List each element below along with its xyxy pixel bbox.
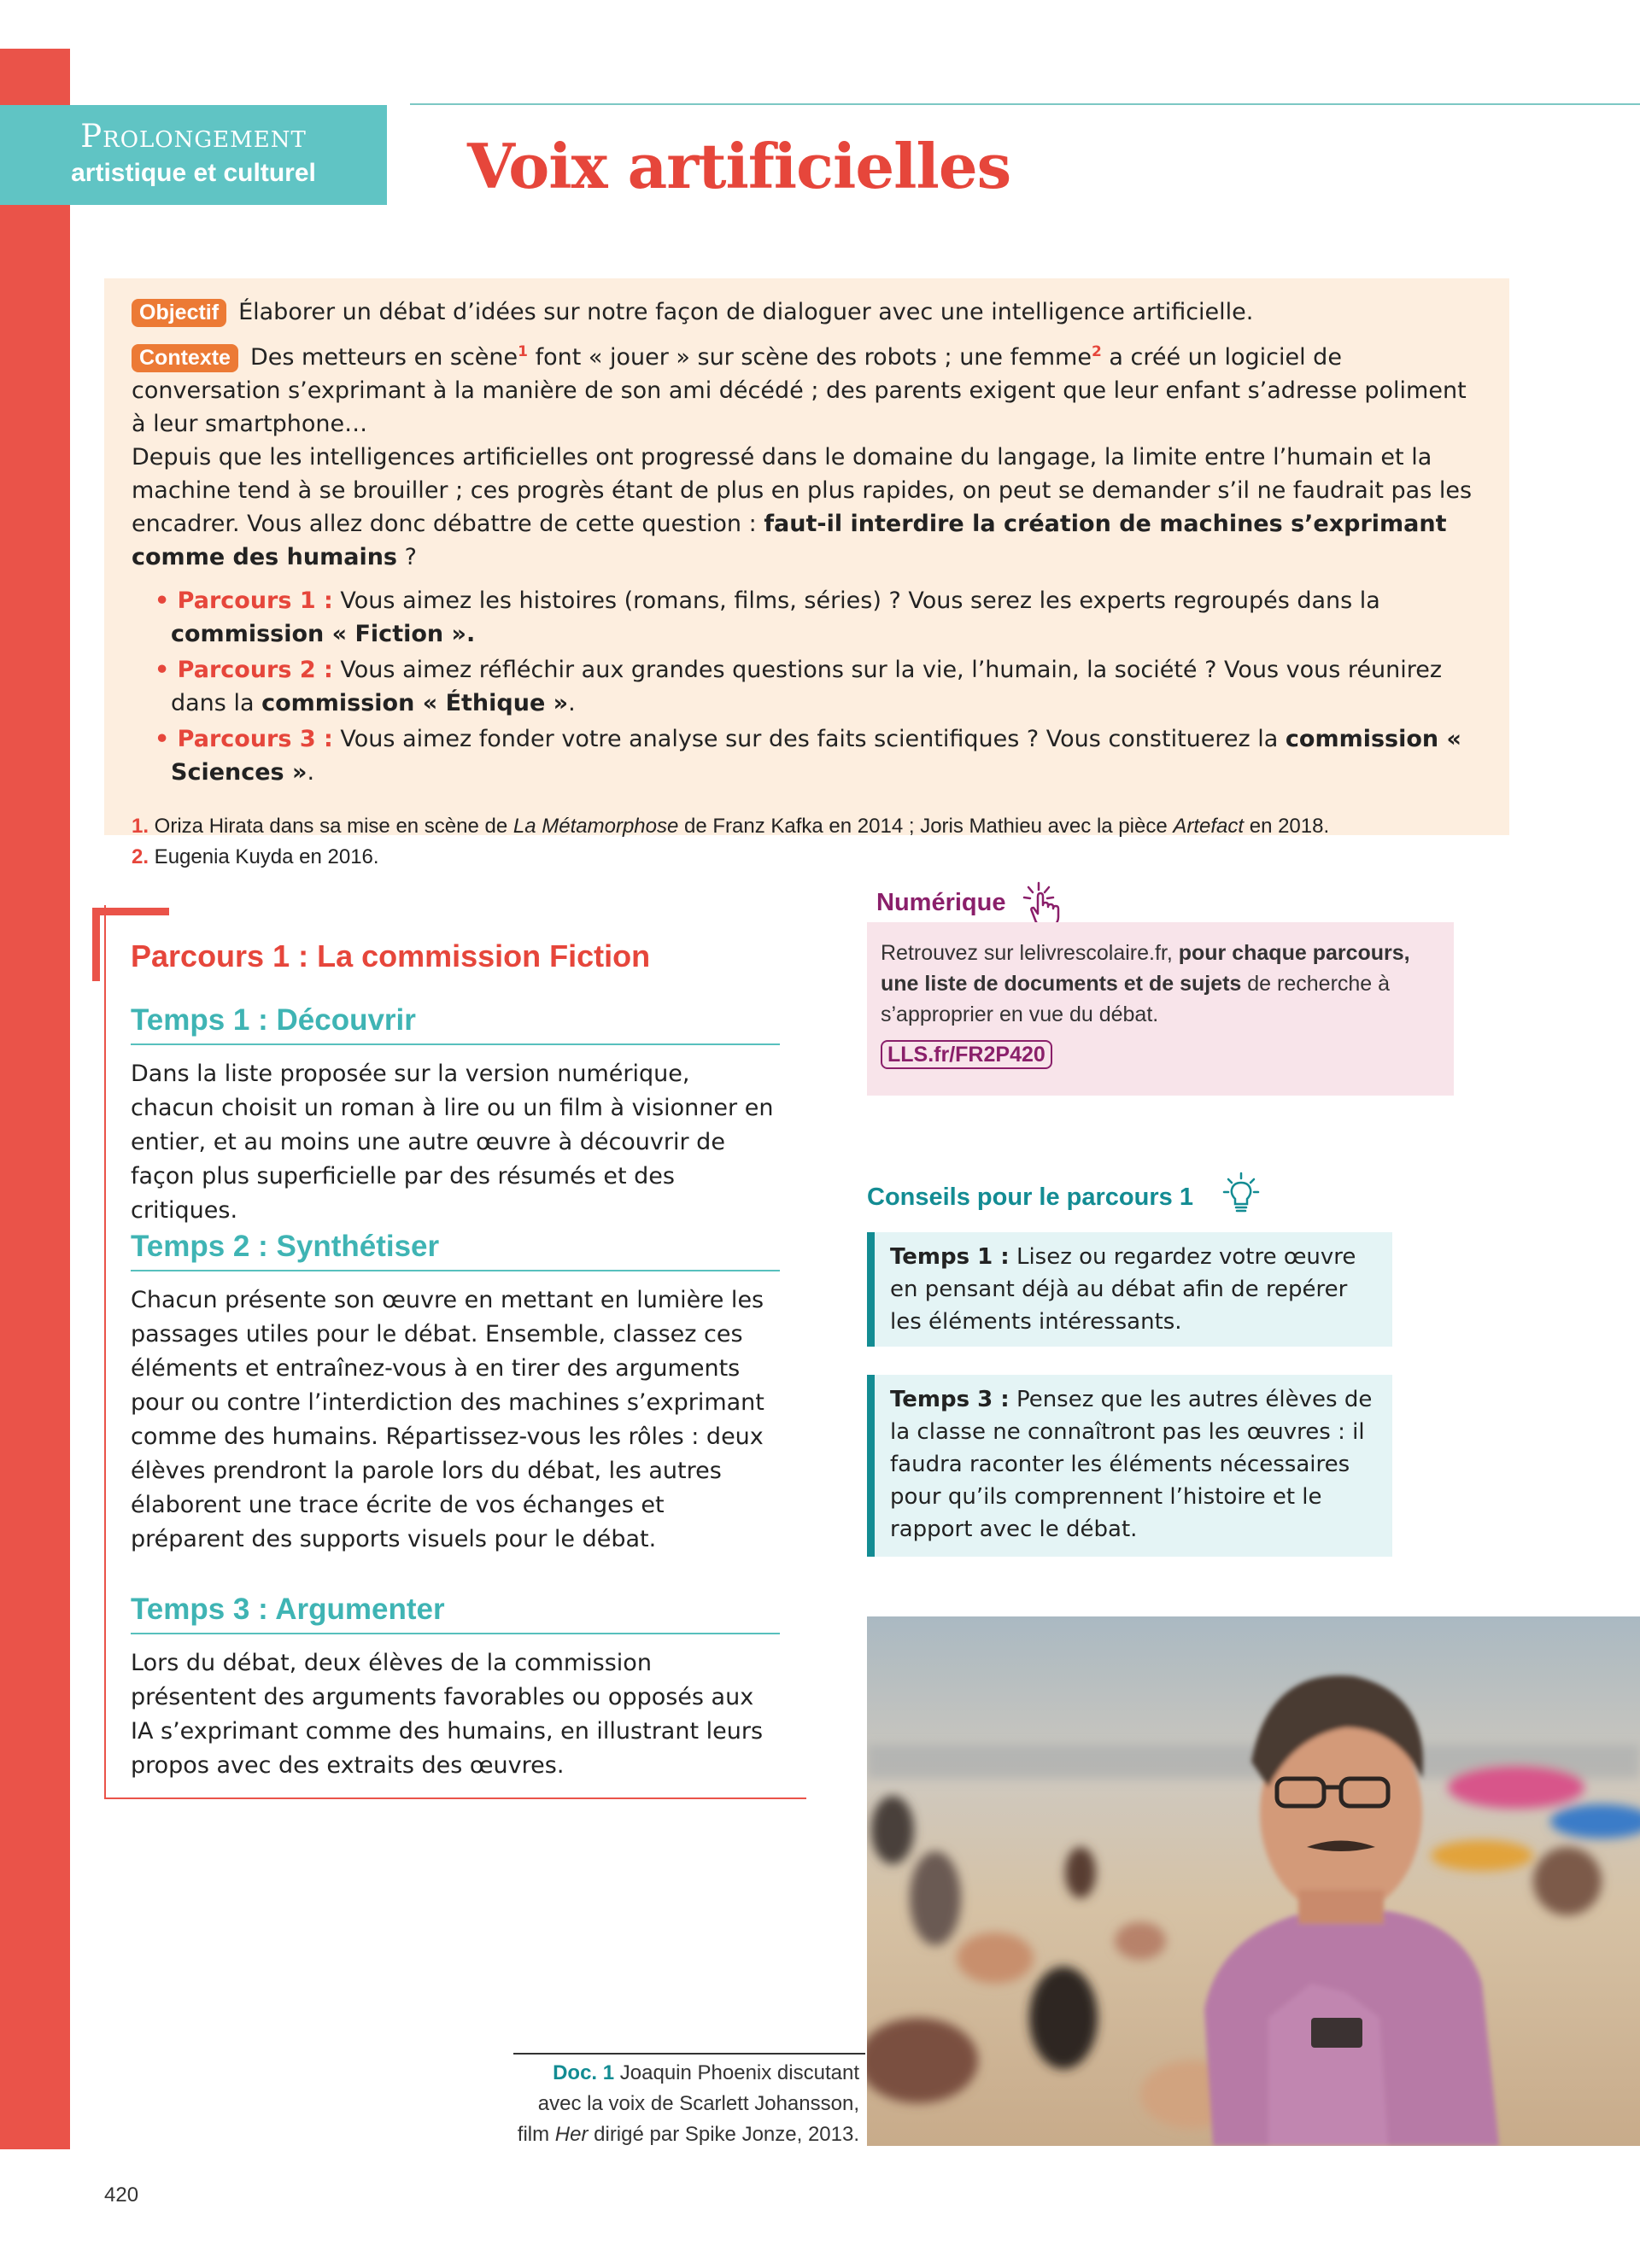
tag-line1: Prolongement bbox=[80, 118, 307, 155]
parcours-label: Parcours 3 : bbox=[177, 726, 333, 752]
numerique-text-a: Retrouvez sur lelivrescolaire.fr, bbox=[881, 941, 1179, 965]
bullet-3 bbox=[155, 726, 333, 752]
contexte-text-b: font « jouer » sur scène des robots ; une femme bbox=[527, 344, 1092, 371]
caption-line-3 bbox=[478, 2119, 859, 2150]
parcours-item bbox=[132, 722, 1484, 789]
temps-1-text: Dans la liste proposée sur la version numérique, chacun choisit un roman à lire ou un film à visionner en entier, et au moins une autre œuvre à découvrir de façon plus superficielle par des résumés et des critiques. bbox=[131, 1061, 774, 1224]
parcours-list bbox=[132, 584, 1484, 789]
parcours-end: . bbox=[307, 759, 315, 786]
contexte-text-a: Des metteurs en scène bbox=[249, 344, 518, 371]
footnote-ref-2: 2 bbox=[1091, 343, 1102, 360]
conseils-heading: Conseils pour le parcours 1 bbox=[867, 1184, 1193, 1211]
caption-text: Joaquin Phoenix discutant bbox=[614, 2061, 859, 2084]
footnote-num: 1. bbox=[132, 815, 149, 838]
numerique-box bbox=[867, 922, 1454, 1096]
parcours-item bbox=[132, 584, 1484, 651]
objectif-badge: Objectif bbox=[132, 299, 226, 327]
caption-line-2: avec la voix de Scarlett Johansson, bbox=[537, 2092, 859, 2115]
bullet-2 bbox=[155, 657, 333, 683]
page-number: 420 bbox=[104, 2183, 139, 2207]
corner-mark-horizontal bbox=[92, 908, 169, 915]
corner-mark-vertical bbox=[92, 908, 100, 981]
conseil-temps-1 bbox=[867, 1232, 1392, 1347]
film-title: Her bbox=[554, 2123, 589, 2146]
question-paragraph bbox=[132, 441, 1484, 574]
footnote-text: en 2018. bbox=[1244, 815, 1330, 838]
parcours-commission: commission « Sciences » bbox=[171, 726, 1461, 786]
parcours-label: Parcours 2 : bbox=[177, 657, 333, 683]
doc-label: Doc. 1 bbox=[553, 2061, 615, 2084]
footnote-text: de Franz Kafka en 2014 ; Joris Mathieu avec la pièce bbox=[678, 815, 1174, 838]
lightbulb-icon bbox=[1222, 1172, 1260, 1216]
caption-line-1 bbox=[478, 2058, 859, 2089]
title-rule bbox=[410, 103, 1640, 105]
parcours-text: Vous aimez réfléchir aux grandes questions sur la vie, l’humain, la société ? Vous vous réunirez dans la bbox=[171, 657, 1443, 716]
numerique-text-bold: pour chaque parcours, une liste de documents et de sujets bbox=[881, 941, 1410, 996]
parcours-text: Vous aimez les histoires (romans, films, séries) ? Vous serez les experts regroupés dans la bbox=[332, 587, 1380, 614]
temps-1-heading: Temps 1 : Découvrir bbox=[131, 999, 780, 1045]
parcours-label: Parcours 1 : bbox=[177, 587, 333, 614]
section-tag bbox=[0, 105, 387, 205]
parcours-text: Vous aimez fonder votre analyse sur des faits scientifiques ? Vous constituerez la bbox=[332, 726, 1286, 752]
parcours-commission: commission « Éthique » bbox=[261, 690, 569, 716]
conseil-temps-3 bbox=[867, 1375, 1392, 1557]
bullet-glyph: • bbox=[155, 657, 170, 683]
temps-3-heading: Temps 3 : Argumenter bbox=[131, 1588, 780, 1634]
footnote-text: Eugenia Kuyda en 2016. bbox=[149, 845, 379, 868]
objectif-line bbox=[132, 295, 1484, 329]
footnote-title: La Métamorphose bbox=[512, 815, 679, 838]
conseil-text: Lisez ou regardez votre œuvre en pensant déjà au débat afin de repérer les éléments intéressants. bbox=[890, 1244, 1356, 1335]
footnote-ref-1: 1 bbox=[518, 343, 528, 360]
caption-text: dirigé par Spike Jonze, 2013. bbox=[588, 2123, 859, 2146]
contexte-badge: Contexte bbox=[132, 344, 238, 372]
question-bold: faut-il interdire la création de machines s’exprimant comme des humains bbox=[132, 511, 1447, 570]
footnote-title: Artefact bbox=[1173, 815, 1245, 838]
parcours-item bbox=[132, 653, 1484, 720]
caption-text: film bbox=[517, 2123, 555, 2146]
parcours-commission: commission « Fiction » bbox=[171, 621, 466, 647]
conseil-label: Temps 1 : bbox=[890, 1244, 1010, 1270]
parcours-heading: Parcours 1 : La commission Fiction bbox=[131, 938, 651, 973]
caption-rule bbox=[513, 2053, 865, 2055]
tag-line2: artistique et culturel bbox=[71, 159, 316, 187]
contexte-text-c: a créé un logiciel de conversation s’exprimant à la manière de son ami décédé ; des parents exigent que leur enfant s’adresse poliment à leur smartphone… bbox=[132, 344, 1467, 437]
parcours-end: . bbox=[568, 690, 576, 716]
question-text: Depuis que les intelligences artificielles ont progressé dans le domaine du langage, la limite entre l’humain et la machine tend à se brouiller ; ces progrès étant de plus en plus rapides, on peut se demander s’il ne faudrait pas les encadrer. Vous allez donc débattre de cette question : bbox=[132, 444, 1473, 537]
temps-3-text: Lors du débat, deux élèves de la commission présentent des arguments favorables ou opposés aux IA s’exprimant comme des humains, en illustrant leurs propos avec des extraits des œuvres. bbox=[131, 1650, 764, 1779]
numerique-text-b: de recherche à s’approprier en vue du débat. bbox=[881, 972, 1391, 1026]
temps-2-heading: Temps 2 : Synthétiser bbox=[131, 1225, 780, 1271]
bullet-glyph: • bbox=[155, 587, 170, 614]
contexte-line bbox=[132, 341, 1484, 441]
conseil-text: Pensez que les autres élèves de la classe ne connaîtront pas les œuvres : il faudra raconter les éléments nécessaires pour qu’ils comprennent l’histoire et le rapport avec le débat. bbox=[890, 1387, 1373, 1542]
intro-box bbox=[104, 278, 1509, 868]
footnote-1 bbox=[132, 811, 1484, 842]
question-end: ? bbox=[397, 544, 417, 570]
conseil-label: Temps 3 : bbox=[890, 1387, 1010, 1412]
lls-link[interactable]: LLS.fr/FR2P420 bbox=[881, 1040, 1052, 1069]
bullet-glyph: • bbox=[155, 726, 170, 752]
parcours-end: . bbox=[466, 621, 476, 647]
footnotes bbox=[132, 811, 1484, 873]
photo-caption bbox=[478, 2058, 859, 2150]
footnote-text: Oriza Hirata dans sa mise en scène de bbox=[149, 815, 513, 838]
page-title: Voix artificielles bbox=[467, 130, 1011, 202]
temps-2-text: Chacun présente son œuvre en mettant en lumière les passages utiles pour le débat. Ensemble, classez ces éléments et entraînez-vous à en tirer des arguments pour ou contre l’interdiction des machines s’exprimant comme des humains. Répartissez-vous les rôles : deux élèves prendront la parole lors du débat, les autres élaborent une trace écrite de vos échanges et préparent des supports visuels pour le débat. bbox=[131, 1287, 764, 1552]
left-red-band bbox=[0, 49, 70, 2149]
numerique-label: Numérique bbox=[876, 889, 1006, 916]
bullet-1 bbox=[155, 587, 333, 614]
footnote-num: 2. bbox=[132, 845, 149, 868]
objectif-text: Élaborer un débat d’idées sur notre façon de dialoguer avec une intelligence artificielle. bbox=[238, 299, 1254, 325]
beach-scene-image bbox=[867, 1616, 1640, 2146]
footnote-2 bbox=[132, 842, 1484, 873]
film-still-photo bbox=[867, 1616, 1640, 2146]
numerique-text bbox=[881, 938, 1438, 1030]
